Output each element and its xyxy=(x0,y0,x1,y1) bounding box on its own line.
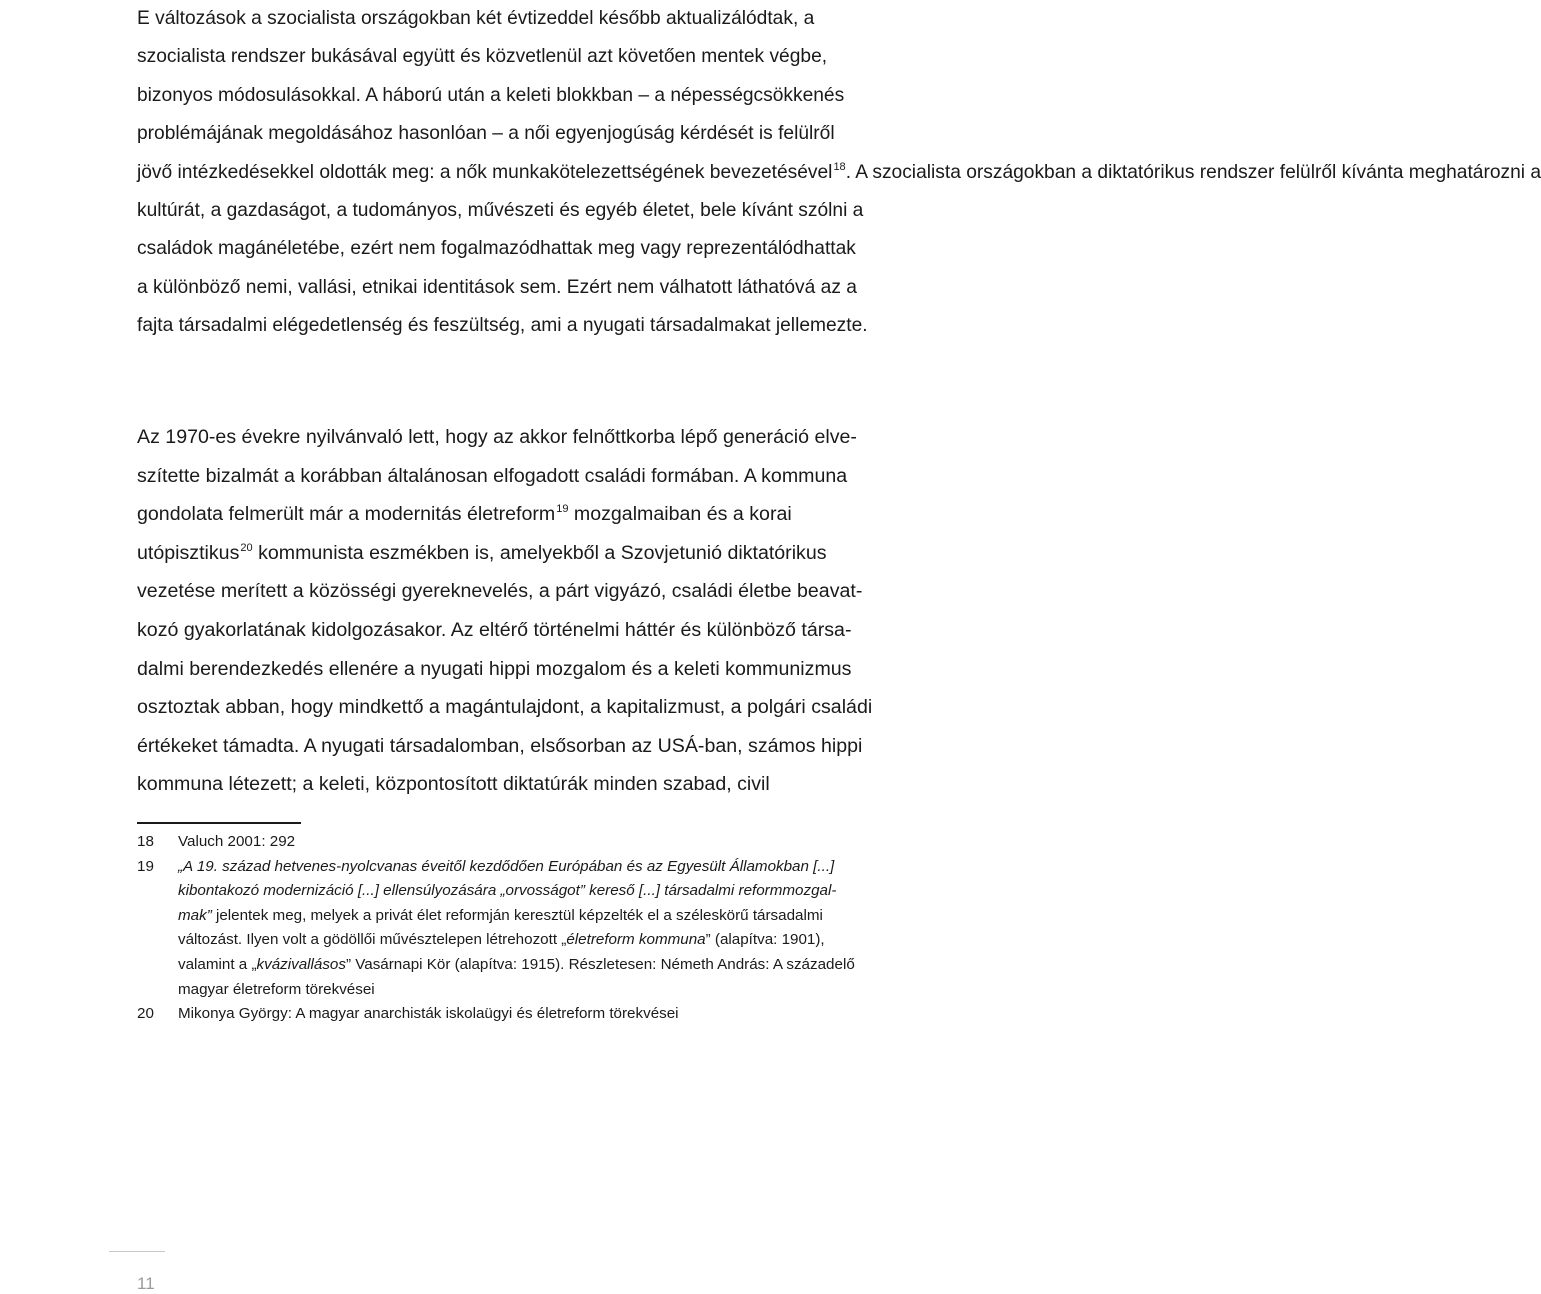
footnote-20 xyxy=(137,1002,960,1027)
footnote-text xyxy=(178,855,960,880)
text-line: dalmi berendezkedés ellenére a nyugati hippi mozgalom és a keleti kommunizmus xyxy=(137,657,852,680)
text-line xyxy=(137,495,959,534)
text-line: értékeket támadta. A nyugati társadalomban, elsősorban az USÁ-ban, számos hippi xyxy=(137,734,863,757)
footnote-divider xyxy=(137,822,301,824)
text-segment: ” (alapítva: 1901), xyxy=(705,931,825,949)
text-line: kommuna létezett; a keleti, központosított diktatúrák minden szabad, civil xyxy=(137,773,770,796)
footnote-text xyxy=(178,928,960,953)
footnote-number: 18 xyxy=(137,833,154,850)
footnote-text: magyar életreform törekvései xyxy=(178,980,375,998)
text-line: problémájának megoldásához hasonlóan – a női egyenjogúság kérdését is felülről xyxy=(137,123,835,145)
footnote-number: 19 xyxy=(137,857,154,875)
text-line: kozó gyakorlatának kidolgozásakor. Az eltérő történelmi háttér és különböző társa- xyxy=(137,618,852,641)
footnote-ref-18[interactable]: 18 xyxy=(833,160,846,173)
text-segment: változást. Ilyen volt a gödöllői művésztelepen létrehozott „ xyxy=(178,931,567,949)
footnote-text xyxy=(178,879,960,904)
body-paragraph-1 xyxy=(137,0,1541,346)
text-line: fajta társadalmi elégedetlenség és feszültség, ami a nyugati társadalmakat jellemezte. xyxy=(137,315,868,337)
text-line: kultúrát, a gazdaságot, a tudományos, művészeti és egyéb életet, bele kívánt szólni a xyxy=(137,200,864,222)
text-segment: utópisztikus xyxy=(137,541,240,564)
text-line xyxy=(137,154,1541,192)
footnote-text: Valuch 2001: 292 xyxy=(178,833,296,850)
quote-italic: kibontakozó modernizáció [...] ellensúlyozására „orvosságot” kereső [...] társadalmi reformmozgal- xyxy=(178,882,837,900)
emphasis: életreform kommuna xyxy=(566,931,706,949)
text-line xyxy=(137,534,959,573)
text-line: bizonyos módosulásokkal. A háború után a keleti blokkban – a népességcsökkenés xyxy=(137,84,845,106)
text-segment: jelentek meg, melyek a privát élet reformján keresztül képzelték el a széleskörű társadalmi xyxy=(211,906,823,924)
footnote-text: Mikonya György: A magyar anarchisták iskolaügyi és életreform törekvései xyxy=(178,1005,679,1023)
footnote-text xyxy=(178,904,960,929)
footnote-text xyxy=(178,953,960,978)
footnote-number: 20 xyxy=(137,1005,154,1023)
text-line: Az 1970-es évekre nyilvánvaló lett, hogy az akkor felnőttkorba lépő generáció elve- xyxy=(137,426,857,448)
quote-italic: mak” xyxy=(178,906,212,924)
page-number-divider xyxy=(109,1251,165,1252)
text-segment: ” Vasárnapi Kör (alapítva: 1915). Részletesen: Németh András: A századelő xyxy=(345,955,855,973)
text-segment: jövő intézkedésekkel oldották meg: a nők munkakötelezettségének bevezetésével xyxy=(137,161,833,183)
body-paragraph-2 xyxy=(137,418,959,804)
footnote-18 xyxy=(137,830,960,855)
text-segment: . A szocialista országokban a diktatórikus rendszer felülről kívánta meghatározni a xyxy=(845,161,1541,183)
text-segment: mozgalmaiban és a korai xyxy=(568,503,792,526)
text-line: E változások a szocialista országokban két évtizeddel később aktualizálódtak, a xyxy=(137,8,815,29)
emphasis: kvázivallásos xyxy=(256,955,346,973)
text-line: szocialista rendszer bukásával együtt és közvetlenül azt követően mentek végbe, xyxy=(137,46,828,68)
quote-italic: „A 19. század hetvenes-nyolcvanas éveitől kezdődően Európában és az Egyesült Államokban [...] xyxy=(178,857,835,875)
footnote-ref-19[interactable]: 19 xyxy=(556,503,569,516)
text-segment: kommunista eszmékben is, amelyekből a Szovjetunió diktatórikus xyxy=(252,541,827,564)
text-line: vezetése merített a közösségi gyereknevelés, a párt vigyázó, családi életbe beavat- xyxy=(137,580,863,603)
page-number: 11 xyxy=(137,1274,155,1293)
footnotes xyxy=(137,830,960,1027)
text-segment: gondolata felmerült már a modernitás életreform xyxy=(137,503,556,526)
text-line: családok magánéletébe, ezért nem fogalmazódhattak meg vagy reprezentálódhattak xyxy=(137,238,856,260)
text-line: a különböző nemi, vallási, etnikai identitások sem. Ezért nem válhatott láthatóvá az a xyxy=(137,276,857,298)
footnote-19 xyxy=(137,855,960,1003)
text-line: szítette bizalmát a korábban általánosan elfogadott családi formában. A kommuna xyxy=(137,464,848,487)
text-segment: valamint a „ xyxy=(178,955,257,973)
footnote-ref-20[interactable]: 20 xyxy=(240,541,253,554)
text-line: osztoztak abban, hogy mindkettő a magántulajdont, a kapitalizmust, a polgári családi xyxy=(137,696,873,719)
